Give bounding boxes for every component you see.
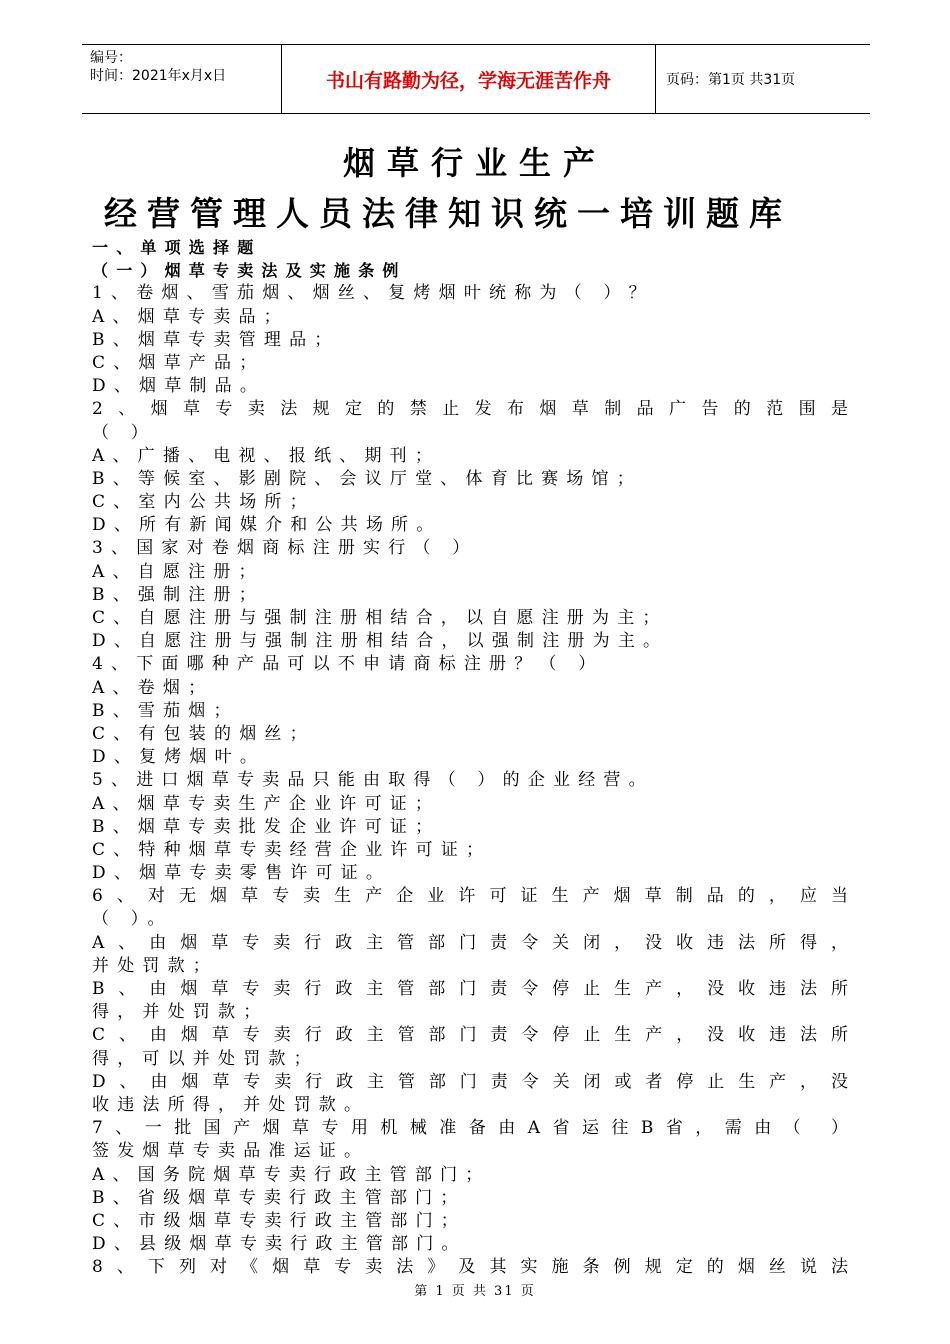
text-line: D、烟草专卖零售许可证。 <box>92 863 392 884</box>
text-line: B、由烟草专卖行政主管部门责令停止生产，没收违法所 <box>92 979 848 999</box>
text-line: 2、烟草专卖法规定的禁止发布烟草制品广告的范围是 <box>92 399 848 420</box>
text-line: 并处罚款； <box>92 955 218 976</box>
text-line: A、自愿注册； <box>92 561 264 582</box>
header-table <box>82 44 870 114</box>
section-heading: 一、单项选择题 <box>92 238 262 257</box>
text-line: A、广播、电视、报纸、期刊； <box>92 445 441 466</box>
text-line: 得，并处罚款； <box>92 1002 269 1023</box>
text-line: B、烟草专卖管理品； <box>92 329 340 350</box>
text-line: A、卷烟； <box>92 677 214 698</box>
page-info: 页码：第1页 共31页 <box>666 72 796 88</box>
text-line: 4、下面哪种产品可以不申请商标注册？（ ） <box>92 654 604 675</box>
text-line: C、由烟草专卖行政主管部门责令停止生产，没收违法所 <box>92 1025 848 1046</box>
text-line: C、有包装的烟丝； <box>92 723 315 744</box>
time-label: 时间：2021年x月x日 <box>90 68 227 84</box>
text-line: D、县级烟草专卖行政主管部门。 <box>92 1234 467 1255</box>
document-title-line-1: 烟草行业生产 <box>342 144 607 182</box>
text-line: B、省级烟草专卖行政主管部门； <box>92 1187 466 1208</box>
text-line: D、烟草制品。 <box>92 376 266 397</box>
text-line: B、强制注册； <box>92 584 264 605</box>
text-line: （ ） <box>92 422 157 443</box>
text-line: （ ）。 <box>92 909 173 930</box>
text-line: 得，可以并处罚款； <box>92 1048 319 1069</box>
text-line: 7、一批国产烟草专用机械准备由A省运往B省，需由（ ） <box>92 1118 848 1139</box>
text-line: C、室内公共场所； <box>92 492 315 513</box>
text-line: B、等候室、影剧院、会议厅堂、体育比赛场馆； <box>92 468 642 489</box>
text-line: 签发烟草专卖品准运证。 <box>92 1141 370 1162</box>
text-line: D、自愿注册与强制注册相结合，以强制注册为主。 <box>92 631 669 652</box>
question-body <box>92 236 848 1279</box>
text-line: 8、下列对《烟草专卖法》及其实施条例规定的烟丝说法 <box>92 1257 848 1278</box>
text-line: B、雪茄烟； <box>92 700 239 721</box>
text-line: A、烟草专卖品； <box>92 306 289 327</box>
motto: 书山有路勤为径，学海无涯苦作舟 <box>282 45 656 113</box>
text-line: A、烟草专卖生产企业许可证； <box>92 793 441 814</box>
text-line: D、由烟草专卖行政主管部门责令关闭或者停止生产，没 <box>92 1071 848 1092</box>
page-footer: 第 1 页 共 31 页 <box>414 1284 536 1299</box>
text-line: B、烟草专卖批发企业许可证； <box>92 816 441 837</box>
text-line: 1、卷烟、雪茄烟、烟丝、复烤烟叶统称为（ ）？ <box>92 283 654 304</box>
text-line: C、特种烟草专卖经营企业许可证； <box>92 839 492 860</box>
text-line: D、复烤烟叶。 <box>92 747 266 768</box>
code-label: 编号： <box>90 50 132 66</box>
text-line: A、国务院烟草专卖行政主管部门； <box>92 1164 491 1185</box>
text-line: C、烟草产品； <box>92 352 265 373</box>
text-line: 3、国家对卷烟商标注册实行（ ） <box>92 538 478 559</box>
header-meta-cell <box>82 45 282 113</box>
text-line: A、由烟草专卖行政主管部门责令关闭，没收违法所得， <box>92 932 848 953</box>
document-title-line-2: 经营管理人员法律知识统一培训题库 <box>104 194 792 233</box>
text-line: D、所有新闻媒介和公共场所。 <box>92 515 442 536</box>
text-line: 5、进口烟草专卖品只能由取得（ ）的企业经营。 <box>92 770 654 791</box>
text-line: C、市级烟草专卖行政主管部门； <box>92 1210 467 1231</box>
text-line: C、自愿注册与强制注册相结合，以自愿注册为主； <box>92 608 668 628</box>
text-line: 收违法所得，并处罚款。 <box>92 1094 370 1115</box>
section-heading: （一）烟草专卖法及实施条例 <box>92 261 407 281</box>
text-line: 6、对无烟草专卖生产企业许可证生产烟草制品的，应当 <box>92 886 848 907</box>
